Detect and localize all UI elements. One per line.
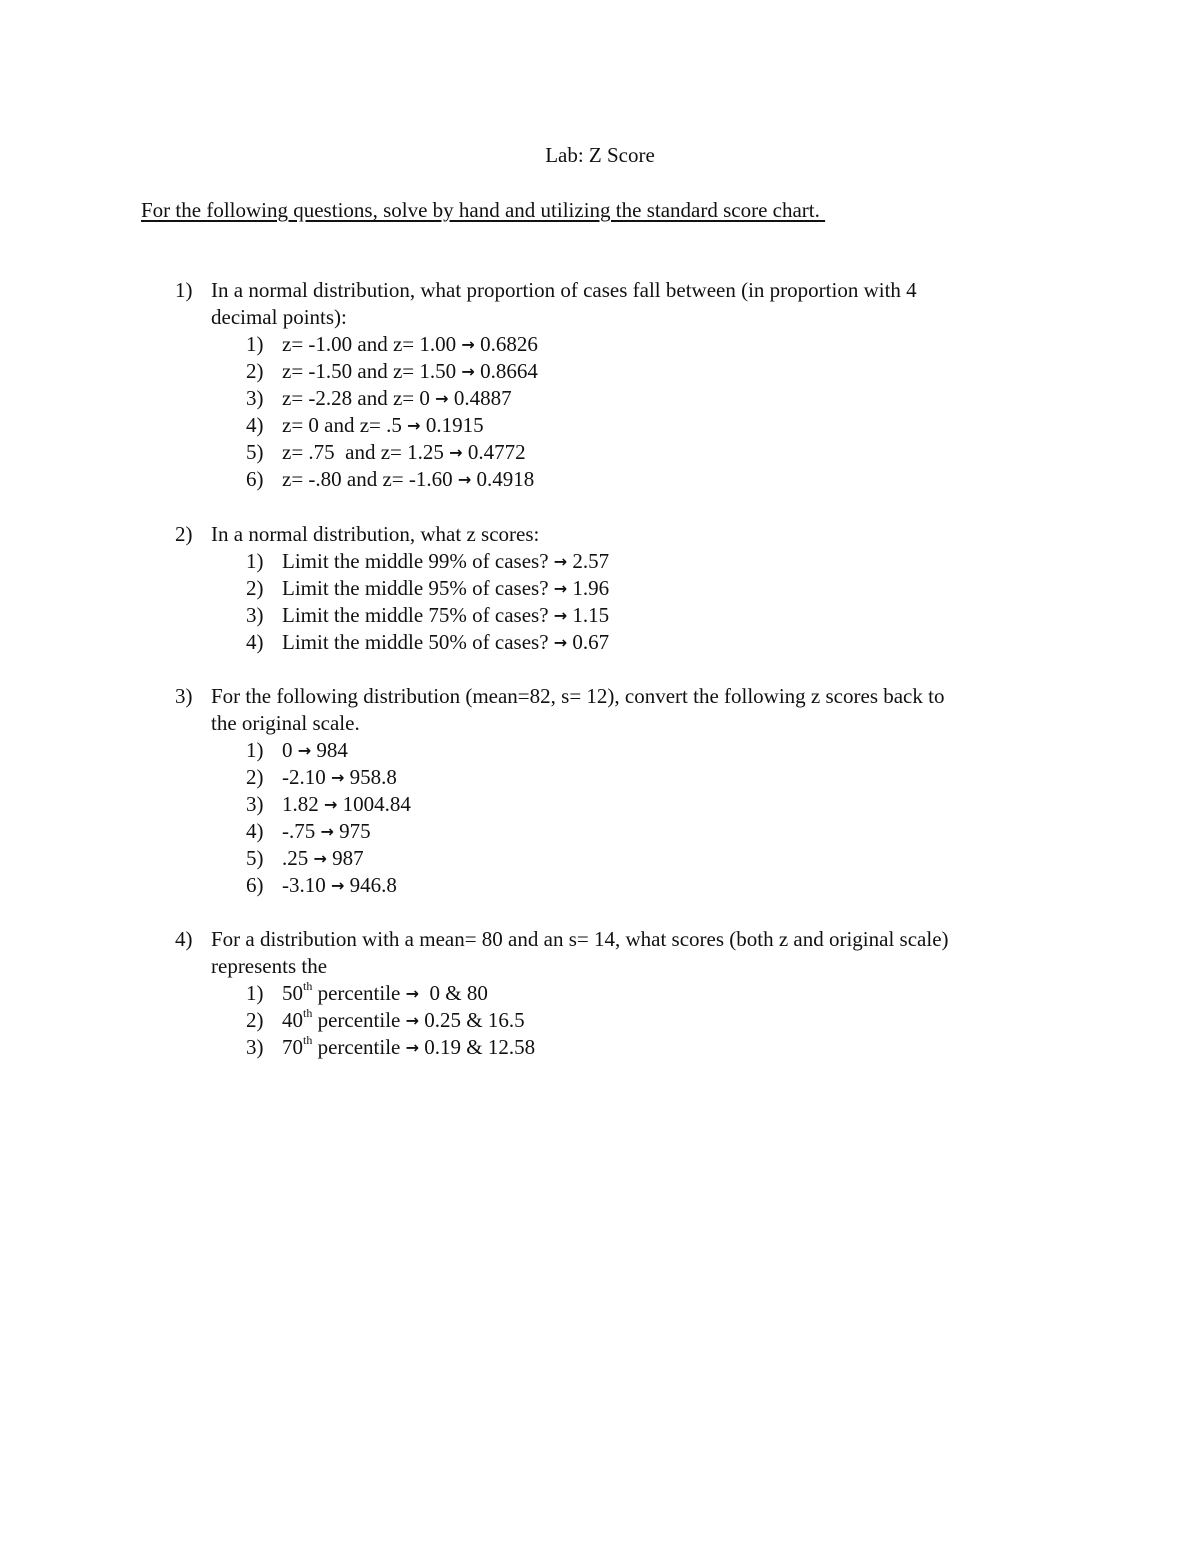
arrow-icon: → [435,389,449,408]
arrow-icon: → [405,984,420,1003]
question-text: decimal points): [211,305,347,329]
item-text: -3.10 [282,873,326,897]
list-item [0,1007,1200,1034]
item-answer: 1.15 [572,603,610,627]
list-item [0,439,1200,466]
list-item [0,548,1200,575]
list-item [0,412,1200,439]
item-number: 2) [246,359,264,383]
arrow-icon: → [331,768,345,787]
list-item [0,466,1200,493]
question-text: For the following distribution (mean=82, s= 12), convert the following z scores back to [211,684,945,708]
item-answer: 0.25 & 16.5 [424,1008,525,1032]
arrow-icon: → [405,1038,420,1057]
question-1 [0,277,1200,493]
item-number: 3) [246,1035,264,1059]
item-answer: 0.6826 [480,332,538,356]
item-answer: 984 [316,738,348,762]
item-text-suffix: percentile [312,981,401,1005]
arrow-icon: → [553,579,568,598]
item-number: 3) [246,386,264,410]
arrow-icon: → [313,849,327,868]
arrow-icon: → [331,876,345,895]
item-answer: 946.8 [349,873,397,897]
item-answer: 987 [332,846,364,870]
question-3 [0,683,1200,899]
item-answer: 0.4918 [476,467,535,491]
list-item [0,737,1200,764]
item-text: Limit the middle 50% of cases? [282,630,549,654]
list-item [0,331,1200,358]
arrow-icon: → [324,795,338,814]
list-item [0,358,1200,385]
item-number: 4) [246,630,264,654]
list-item [0,1034,1200,1061]
item-answer: 958.8 [349,765,397,789]
item-answer: 1004.84 [342,792,411,816]
arrow-icon: → [449,443,463,462]
question-text: For a distribution with a mean= 80 and an s= 14, what scores (both z and original scale) [211,927,949,951]
arrow-icon: → [407,416,421,435]
item-answer: 0.1915 [425,413,484,437]
arrow-icon: → [297,741,312,760]
list-item [0,629,1200,656]
item-answer: 0.4887 [453,386,512,410]
item-answer: 0.67 [572,630,610,654]
item-number: 6) [246,467,264,491]
item-text: Limit the middle 75% of cases? [282,603,549,627]
item-number: 4) [246,413,264,437]
item-number: 5) [246,440,264,464]
question-line [0,521,1200,548]
item-number: 1) [246,738,264,762]
item-text: z= -1.00 and z= 1.00 [282,332,457,356]
item-text: z= 0 and z= .5 [282,413,402,437]
item-answer: 2.57 [572,549,610,573]
item-text: 0 [282,738,293,762]
list-item [0,791,1200,818]
arrow-icon: → [320,822,334,841]
item-number: 1) [246,981,264,1005]
arrow-icon: → [457,470,472,489]
list-item [0,980,1200,1007]
item-number: 1) [246,549,264,573]
item-text: -.75 [282,819,316,843]
ordinal-suffix: th [303,979,313,993]
ordinal-suffix: th [303,1006,313,1020]
instructions-text: For the following questions, solve by hand and utilizing the standard score chart. [141,198,826,222]
question-number: 4) [175,927,193,951]
item-text: z= -1.50 and z= 1.50 [282,359,457,383]
item-answer: 0.19 & 12.58 [424,1035,536,1059]
question-line [0,953,1200,980]
item-answer: 0.4772 [467,440,526,464]
item-text: Limit the middle 95% of cases? [282,576,549,600]
question-line [0,304,1200,331]
item-number: 2) [246,576,264,600]
question-text: represents the [211,954,328,978]
list-item [0,602,1200,629]
item-number: 2) [246,1008,264,1032]
arrow-icon: → [553,552,568,571]
list-item [0,872,1200,899]
question-line [0,710,1200,737]
item-number: 4) [246,819,264,843]
arrow-icon: → [461,335,475,354]
item-number: 3) [246,792,264,816]
item-answer: 1.96 [572,576,610,600]
item-number: 1) [246,332,264,356]
page-title: Lab: Z Score [545,143,655,167]
question-number: 2) [175,522,193,546]
item-text: -2.10 [282,765,326,789]
item-answer: 0 & 80 [424,981,488,1005]
arrow-icon: → [553,633,568,652]
list-item [0,385,1200,412]
item-text: 40 [282,1008,303,1032]
item-text: 1.82 [282,792,319,816]
question-text: In a normal distribution, what proportion of cases fall between (in proportion with 4 [211,278,917,302]
question-number: 1) [175,278,193,302]
item-text-suffix: percentile [312,1035,401,1059]
question-line [0,683,1200,710]
ordinal-suffix: th [303,1033,313,1047]
arrow-icon: → [461,362,475,381]
question-text: In a normal distribution, what z scores: [211,522,540,546]
item-text: 50 [282,981,303,1005]
question-number: 3) [175,684,193,708]
item-number: 6) [246,873,264,897]
item-text: .25 [282,846,309,870]
list-item [0,575,1200,602]
list-item [0,845,1200,872]
item-text: z= .75 and z= 1.25 [282,440,444,464]
question-line [0,277,1200,304]
item-number: 5) [246,846,264,870]
item-answer: 0.8664 [480,359,538,383]
list-item [0,818,1200,845]
arrow-icon: → [405,1011,420,1030]
item-text: 70 [282,1035,303,1059]
question-2 [0,521,1200,656]
list-item [0,764,1200,791]
question-4 [0,926,1200,1061]
item-text: Limit the middle 99% of cases? [282,549,549,573]
item-number: 3) [246,603,264,627]
item-text: z= -.80 and z= -1.60 [282,467,453,491]
item-number: 2) [246,765,264,789]
item-text-suffix: percentile [312,1008,401,1032]
arrow-icon: → [553,606,568,625]
item-text: z= -2.28 and z= 0 [282,386,430,410]
question-text: the original scale. [211,711,360,735]
item-answer: 975 [339,819,371,843]
question-line [0,926,1200,953]
